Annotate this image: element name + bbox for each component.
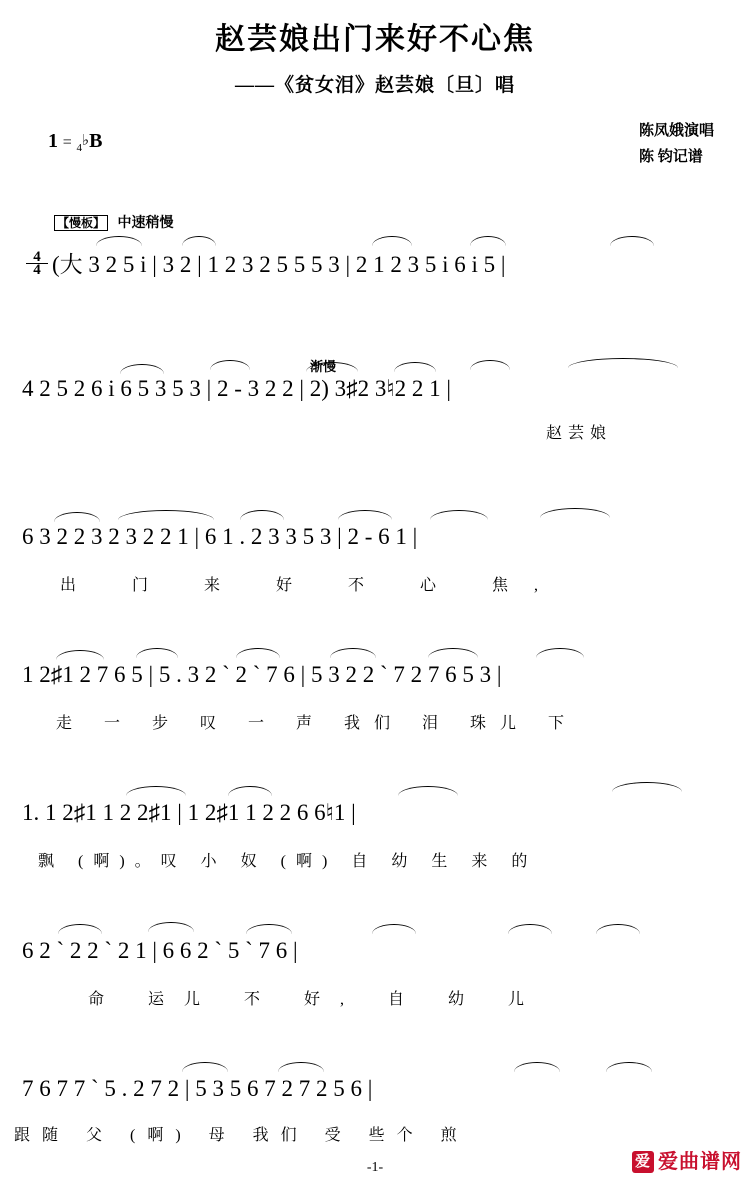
- watermark-logo-icon: 爱: [632, 1151, 654, 1173]
- tempo-box: 【慢板】: [54, 215, 108, 231]
- music-system-4: [0, 662, 750, 733]
- credits: [639, 118, 714, 170]
- key-do-number: 1: [48, 130, 58, 152]
- system-2-lyrics: 赵 芸 娘: [546, 425, 608, 442]
- score-page: [0, 14, 750, 1184]
- page-title: 赵芸娘出门来好不心焦: [215, 23, 535, 56]
- credit-notation: 陈 钧记谱: [638, 149, 703, 165]
- music-system-6: [0, 938, 750, 1009]
- system-7-lyrics: 跟随 父 (啊) 母 我们 受 些个 煎: [14, 1127, 469, 1144]
- system-3-notes: 6 3 2 2 3 2 3 2 2 1 | 6 1 . 2 3 3 5 3 | 2 - 6 1 |: [22, 524, 418, 549]
- credit-singer: 陈凤娥演唱: [638, 123, 714, 139]
- system-7-notes: 7 6 7 7 ` 5 . 2 7 2 | 5 3 5 6 7 2 7 2 5 6 |: [22, 1076, 373, 1101]
- music-system-1: [0, 246, 750, 279]
- key-flat: ♭: [82, 133, 90, 149]
- tempo-marking: [54, 212, 174, 232]
- system-2-notes: 4 2 5 2 6 i 6 5 3 5 3 | 2 - 3 2 2 | 2) 3♯2 3♮2 2 1 |: [22, 376, 451, 401]
- system-6-lyrics: 命 运儿 不 好, 自 幼 儿: [88, 991, 545, 1008]
- system-5-notes: 1. 1 2♯1 1 2 2♯1 | 1 2♯1 1 2 2 6 6♮1 |: [22, 800, 356, 825]
- tempo-text: 中速稍慢: [117, 216, 174, 231]
- key-equals: =: [62, 134, 72, 151]
- system-6-notes: 6 2 ` 2 2 ` 2 1 | 6 6 2 ` 5 ` 7 6 |: [22, 938, 298, 963]
- music-system-5: [0, 800, 750, 871]
- key-letter: B: [89, 130, 103, 152]
- music-system-3: [0, 524, 750, 595]
- watermark-text: 爱曲谱网: [658, 1151, 742, 1173]
- key-sub: 4: [76, 142, 83, 154]
- time-signature: $\frac{4}{4}$: [26, 251, 48, 277]
- system-3-lyrics: 出 门 来 好 不 心 焦,: [60, 577, 565, 594]
- music-system-2: [0, 359, 750, 443]
- music-system-7: [0, 1076, 750, 1145]
- system-4-lyrics: 走 一 步 叹 一 声 我们 泪 珠儿 下: [56, 715, 579, 732]
- page-subtitle: ——《贫女泪》赵芸娘〔旦〕唱: [234, 75, 515, 96]
- tempo-mid-marking: 渐慢: [310, 359, 337, 374]
- system-1-notes: (大 3 2 5 i | 3 2 | 1 2 3 2 5 5 5 3 | 2 1 2 3 5 i 6 i 5 |: [52, 252, 506, 277]
- page-number: -1-: [366, 1160, 384, 1175]
- key-signature: [48, 130, 102, 154]
- system-4-notes: 1 2♯1 2 7 6 5 | 5 . 3 2 ` 2 ` 7 6 | 5 3 2 2 ` 7 2 7 6 5 3 |: [22, 662, 502, 687]
- system-5-lyrics: 飘 (啊)。叹 小 奴 (啊) 自 幼 生 来 的: [38, 853, 538, 870]
